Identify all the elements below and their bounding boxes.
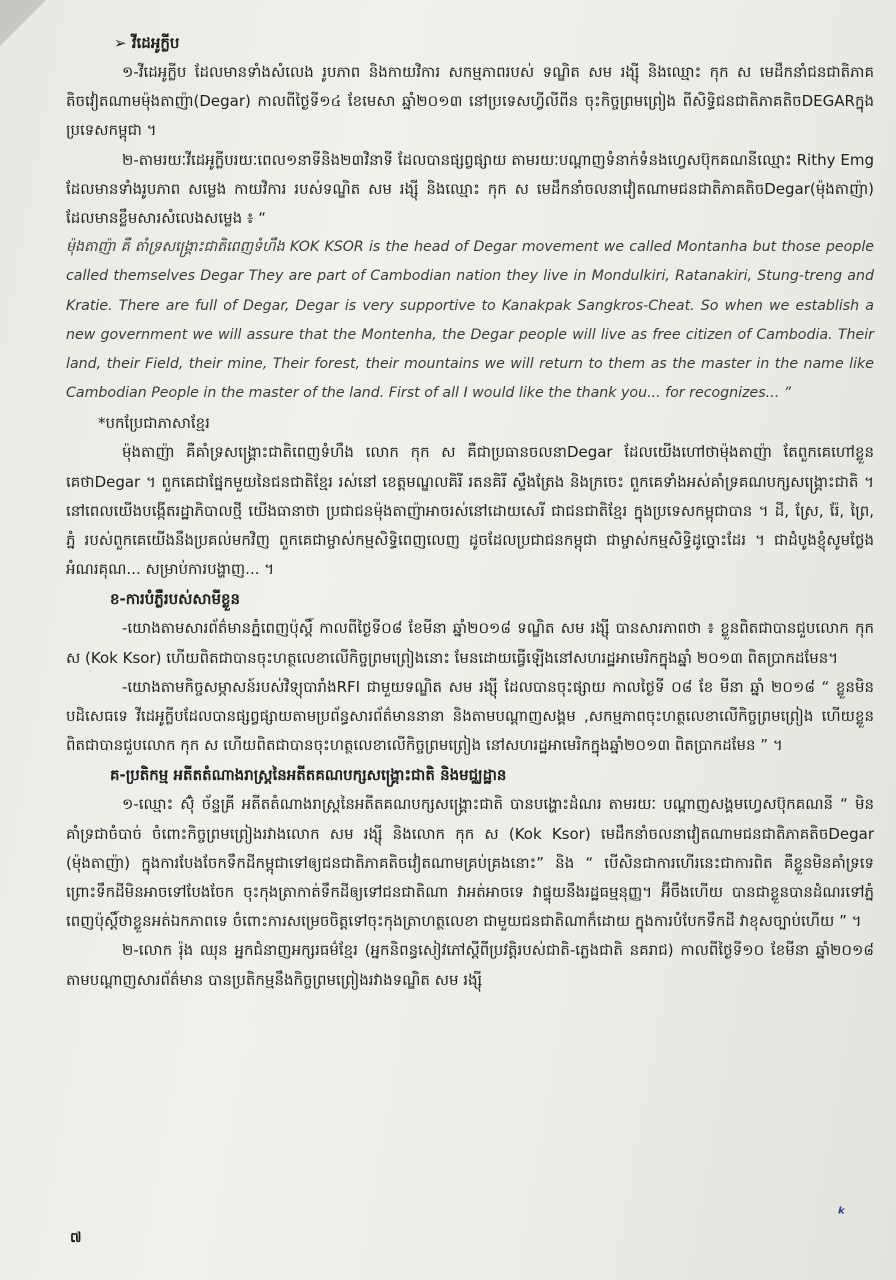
translation-title: *បកប្រែជាភាសាខ្មែរ — [98, 414, 210, 433]
handwritten-initials-icon: ᵏ — [838, 1204, 846, 1223]
paragraph-1: ១-វីដេអូក្លីប ដែលមានទាំងសំលេង រូបភាព និងកាយវិការ សកម្មភាពរបស់ ទណ្ឌិត សម រង្ស៊ី និងឈ្មោះ កុក ស មេដឹកនាំជនជាតិភាគតិចវៀតណាមម៉ុងតាញ៉ា(Degar) កាលពីថ្ងៃទី១៤ ខែមេសា ឆ្នាំ២០១៣ នៅប្រទេសហ្វីលីពីន ចុះកិច្ចព្រមព្រៀង ពីសិទ្ធិជនជាតិភាគតិចDEGARក្នុងប្រទេសកម្ពុជា ។ — [66, 63, 874, 140]
paragraph-2: ២-តាមរយៈវីដេអូក្លីបរយៈពេល១នាទីនិង២៣វិនាទី ដែលបានផ្សព្វផ្សាយ តាមរយៈបណ្តាញទំនាក់ទំនងហ្វេសប៊ុកគណនីឈ្មោះ Rithy Emg ដែលមានទាំងរូបភាព សម្លេង កាយវិការ របស់ទណ្ឌិត សម រង្ស៊ី និងឈ្មោះ កុក ស មេដឹកនាំចលនាវៀតណាមជនជាតិភាគតិចDegar(ម៉ុងតាញ៉ា) ដែលមានខ្លឹមសារសំលេងសម្លេង ៖ “ — [66, 150, 874, 228]
subsection-b-title: ខ-ការបំភ្លឺរបស់សាមីខ្លួន — [110, 590, 241, 609]
subsection-c-title: គ-ប្រតិកម្ម អតីតតំណាងរាស្ត្រនៃអតីតគណបក្សសង្គ្រោះជាតិ និងមជ្ឈដ្ឋាន — [110, 766, 507, 785]
english-quote: ម៉ុងតាញ៉ា គឺ តាំទ្រសង្គ្រោះជាតិពេញទំហឹង KOK KSOR is the head of Degar movement we called Montanha but those people called themselves Degar They are part of Cambodian nation they live in Mondulkiri, Ratanakiri, Stung-treng and Kratie. There are full of Degar, Degar is very supportive to Kanakpak Sangkros-Cheat. So when we establish a new government we will assure that the Montenha, the Degar people will live as free citizen of Cambodia. Their land, their Field, their mine, Their forest, their mountains we will return to them as the master in the name like Cambodian People in the master of the land. First of all I would like the thank you... for recognizes... ” — [66, 239, 874, 402]
paragraph-4: -យោងតាមសារព័ត៌មានភ្នំពេញប៉ុស្តិ៍ កាលពីថ្ងៃទី០៨ ខែមីនា ឆ្នាំ២០១៨ ទណ្ឌិត សម រង្ស៊ី បានសារភាពថា ៖ ខ្លួនពិតជាបានជួបលោក កុក ស (Kok Ksor) ហើយពិតជាបានចុះហត្ថលេខាលើកិច្ចព្រមព្រៀងនោះ មែនដោយធ្វើឡើងនៅសហរដ្ឋអាមេរិកក្នុងឆ្នាំ ២០១៣ ពិតប្រាកដមែន។ — [66, 619, 874, 667]
page-number: ៧ — [70, 1230, 82, 1246]
section-title: ➢ វីដេអូក្លីប — [114, 34, 180, 52]
document-body — [66, 28, 874, 995]
paragraph-5: -យោងតាមកិច្ចសម្ភាសន៍របស់វិទ្យុបារាំងRFI ជាមួយទណ្ឌិត សម រង្ស៊ី ដែលបានចុះផ្សាយ កាលថ្ងៃទី ០៨ ខែ មីនា ឆ្នាំ ២០១៨ “ ខ្លួនមិនបដិសេធទេ វីដេអូក្លីបដែលបានផ្សព្វផ្សាយតាមប្រព័ន្ធសារព័ត៌មាននានា និងតាមបណ្តាញសង្គម ,សកម្មភាពចុះហត្ថលេខាលើកិច្ចព្រមព្រៀង ហើយខ្លួនពិតជាបានជួបលោក កុក ស ហើយពិតជាបានចុះហត្ថលេខាលើកិច្ចព្រមព្រៀង នៅសហរដ្ឋអាមេរិកក្នុងឆ្នាំ២០១៣ ពិតប្រាកដមែន ” ។ — [66, 677, 874, 755]
paragraph-7: ២-លោក រ៉ុង ឈុន អ្នកជំនាញអក្សរធម៌ខ្មែរ (អ្នកនិពន្ធសៀវភៅស្តីពីប្រវត្តិរបស់ជាតិ-ភ្លេងជាតិ នគរាជ) កាលពីថ្ងៃទី១០ ខែមីនា ឆ្នាំ២០១៨ តាមបណ្តាញសារព័ត៌មាន បានប្រតិកម្មនឹងកិច្ចព្រមព្រៀងរវាងទណ្ឌិត សម រង្ស៊ី — [66, 941, 874, 989]
paragraph-translation: ម៉ុងតាញ៉ា គឺគាំទ្រសង្គ្រោះជាតិពេញទំហឹង លោក កុក ស គឺជាប្រធានចលនាDegar ដែលយើងហៅថាម៉ុងតាញ៉ា តែពួកគេហៅខ្លួនគេថាDegar ។ ពួកគេជាផ្នែកមួយនៃជនជាតិខ្មែរ រស់នៅ ខេត្តមណ្ឌលគិរី រតនគិរី ស្ទឹងត្រែង និងក្រចេះ ពួកគេទាំងអស់គាំទ្រគណបក្សសង្គ្រោះជាតិ ។ នៅពេលយើងបង្កើតរដ្ឋាភិបាលថ្មី យើងធានាថា ប្រជាជនម៉ុងតាញ៉ាអាចរស់នៅដោយសេរី ជាជនជាតិខ្មែរ ក្នុងប្រទេសកម្ពុជាបាន ។ ដី, ស្រែ, រ៉ែ, ព្រៃ, ភ្នំ របស់ពួកគេយើងនឹងប្រគល់មកវិញ ពួកគេជាម្ចាស់កម្មសិទ្ធិពេញលេញ ដូចដែលប្រជាជនកម្ពុជា ជាម្ចាស់កម្មសិទ្ធិដូច្នោះដែរ ។ ជាដំបូងខ្ញុំសូមថ្លែងអំណរគុណ... សម្រាប់ការបង្ហាញ... ។ — [66, 443, 874, 579]
paragraph-6: ១-ឈ្មោះ ស៊ុំ ច័ន្ទគ្រី អតីតតំណាងរាស្ត្រនៃអតីតគណបក្សសង្គ្រោះជាតិ បានបង្ហោះដំណរ តាមរយៈ បណ្តាញសង្គមហ្វេសប៊ុកគណនី “ មិនគាំទ្រជាចំបាច់ ចំពោះកិច្ចព្រមព្រៀងរវាងលោក សម រង្ស៊ី និងលោក កុក ស (Kok Ksor) មេដឹកនាំចលនាវៀតណាមជនជាតិភាគតិចDegar (ម៉ុងតាញ៉ា) ក្នុងការបែងចែកទឹកដីកម្ពុជាទៅឲ្យជនជាតិភាគតិចវៀតណាមគ្រប់គ្រងនោះ” និង “ បើសិនជាការហើរនេះជាការពិត គឺខ្លួនមិនគាំទ្រទេ ព្រោះទឹកដីមិនអាចទៅបែងចែក ចុះកុងត្រាកាត់ទឹកដីឲ្យទៅជនជាតិណា វាអត់អាចទេ វាផ្ទុយនឹងរដ្ឋធម្មនុញ្ញ។ អ៊ីចឹងហើយ បានជាខ្លួនបានដំណរទៅភ្នំពេញប៉ុស្តិ៍ថាខ្លួនអត់ឯកភាពទេ ចំពោះការសម្រេចចិត្តទៅចុះកុងត្រាហត្ថលេខា ជាមួយជនជាតិណាក៏ដោយ ក្នុងការបំបែកទឹកដី វាខុសច្បាប់ហើយ ” ។ — [66, 795, 874, 931]
page-corner-fold — [0, 0, 46, 46]
